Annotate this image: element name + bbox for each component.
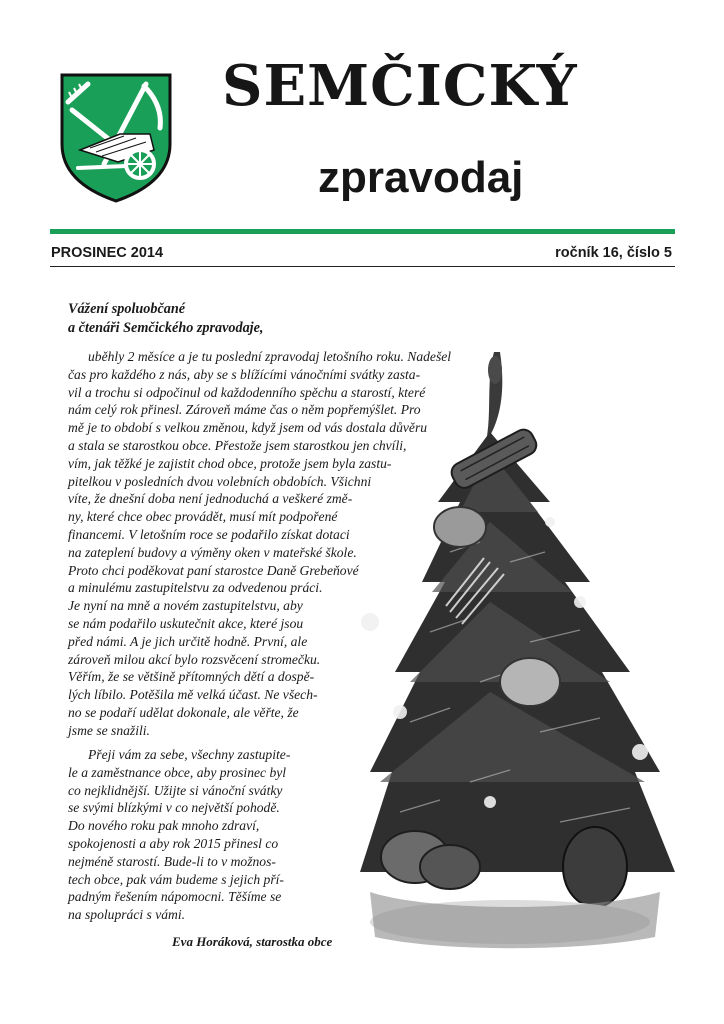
text-line: Je nyní na mně a novém zastupitelstvu, aby (68, 598, 303, 614)
article-greeting (68, 300, 263, 338)
article-signature: Eva Horáková, starostka obce (172, 934, 333, 949)
text-line: vil a trochu si odpočinul od každodenního spěchu a starostí, které (68, 384, 426, 400)
text-line: na zateplení budovy a výměny oken v mateřské škole. (68, 544, 357, 560)
issue-number: ročník 16, číslo 5 (555, 245, 672, 261)
text-line: Přeji vám za sebe, všechny zastupite- (88, 747, 291, 762)
text-line: padným řešením nápomocni. Těšíme se (68, 889, 282, 905)
masthead-title: SEMČICKÝ (222, 53, 578, 119)
text-line: víte, že dnešní doba není jednoduchá a veškeré změ- (68, 491, 353, 507)
greeting-line: Vážení spoluobčané (68, 301, 186, 317)
text-line: zároveň milou akcí bylo rozsvěcení stromečku. (68, 651, 321, 667)
text-line: se svými blízkými v co největší pohodě. (68, 800, 280, 816)
text-line: le a zaměstnance obce, aby prosinec byl (68, 764, 287, 780)
masthead-subtitle: zpravodaj (318, 153, 524, 202)
text-line: vím, jak těžké je zajistit chod obce, protože jsem byla zastu- (68, 455, 392, 471)
text-line: nejméně starostí. Bude-li to v možnos- (68, 853, 276, 869)
article-paragraph-1 (68, 348, 451, 740)
text-line: spokojenosti a aby rok 2015 přinesl co (68, 835, 279, 851)
text-line: nám celý rok přinesl. Zároveň máme čas o něm popřemýšlet. Pro (68, 402, 421, 418)
article-paragraph-2 (68, 746, 290, 924)
text-line: Věřím, že se většině přítomných dětí a dospě- (68, 669, 315, 685)
coat-of-arms-logo (58, 72, 174, 204)
text-line: ny, které chce obec provádět, musí mít podpořené (68, 509, 338, 525)
text-line: mě je to období s velkou změnou, když jsem od vás dostala důvěru (68, 420, 428, 436)
masthead-divider (50, 229, 675, 234)
text-line: uběhly 2 měsíce a je tu poslední zpravodaj letošního roku. Nadešel (88, 349, 452, 364)
text-line: pitelkou v posledních dvou volebních obdobích. Všichni (68, 473, 372, 489)
greeting-line: a čtenáři Semčického zpravodaje, (68, 320, 264, 336)
text-line: tech obce, pak vám budeme s jejich pří- (68, 871, 284, 887)
header-rule (50, 266, 675, 267)
text-line: Do nového roku pak mnoho zdraví, (68, 818, 260, 834)
text-line: a stala se starostkou obce. Přestože jsem starostkou jen chvíli, (68, 437, 407, 453)
text-line: co nejklidnější. Užijte si vánoční svátky (68, 782, 283, 798)
text-line: na spolupráci s vámi. (68, 907, 186, 923)
text-line: financemi. V letošním roce se podařilo získat dotaci (68, 526, 350, 542)
text-line: čas pro každého z nás, aby se s blížícími vánočními svátky zasta- (68, 366, 421, 382)
text-line: před námi. A je jich určitě hodně. První, ale (68, 633, 308, 649)
text-line: no se podaří udělat dokonale, ale věřte, že (68, 704, 299, 720)
text-line: jsme se snažili. (68, 722, 150, 738)
text-line: lých líbilo. Potěšila mě velká účast. Ne všech- (68, 687, 318, 703)
text-line: se nám podařilo uskutečnit akce, které jsou (68, 615, 304, 631)
text-line: Proto chci poděkovat paní starostce Daně Grebeňové (68, 562, 359, 578)
text-line: a minulému zastupitelstvu za odvedenou práci. (68, 580, 323, 596)
issue-date: PROSINEC 2014 (51, 245, 164, 261)
